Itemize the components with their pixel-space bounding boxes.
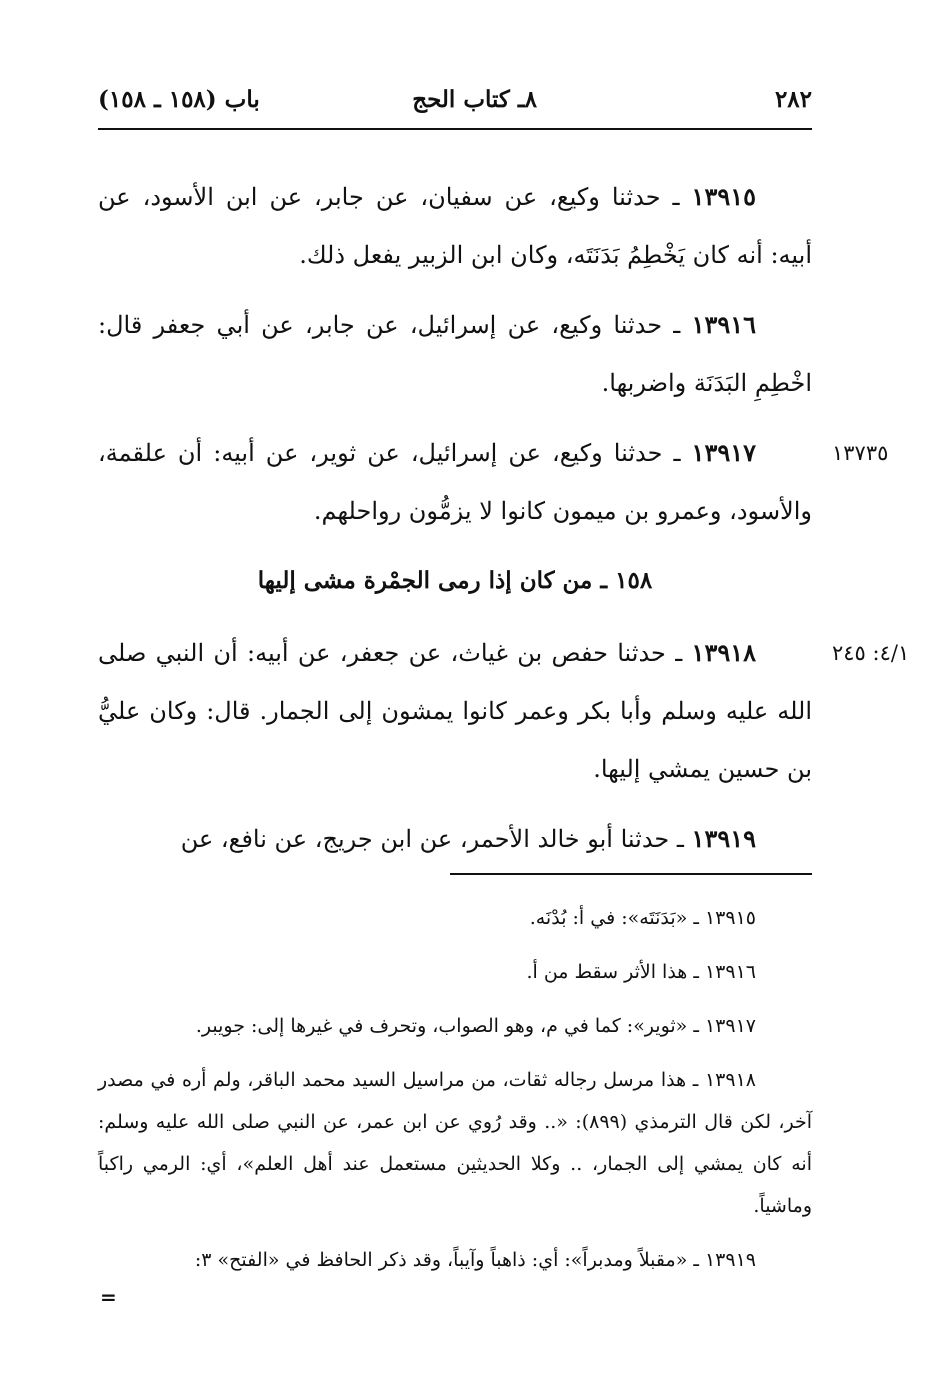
hadith-number: ١٣٩١٥ [691, 182, 756, 211]
hadith-text: ـ حدثنا حفص بن غياث، عن جعفر، عن أبيه: أن النبي صلى الله عليه وسلم وأبا بكر وعمر كانوا يمشون إلى الجمار. قال: وكان عليُّ بن حسين يمشي إليها. [98, 639, 812, 783]
margin-reference: ١٣٧٣٥ [832, 441, 889, 465]
hadith-text: ـ حدثنا وكيع، عن إسرائيل، عن جابر، عن أبي جعفر قال: اخْطِمِ البَدَنَة واضربها. [98, 311, 812, 397]
page-number: ٢٨٢ [774, 86, 812, 113]
continuation-mark: = [100, 1285, 117, 1309]
section-heading: ١٥٨ ـ من كان إذا رمى الجمْرة مشى إليها [257, 567, 653, 594]
book-title: ٨ـ كتاب الحج [412, 86, 537, 113]
hadith-entry-13917 [98, 424, 889, 540]
hadith-entry-13918 [98, 624, 910, 798]
hadith-text: ـ حدثنا وكيع، عن إسرائيل، عن ثوير، عن أبيه: أن علقمة، والأسود، وعمرو بن ميمون كانوا لا يزمُّون رواحلهم. [98, 439, 812, 525]
main-text [98, 168, 910, 880]
hadith-text: ـ حدثنا وكيع، عن سفيان، عن جابر، عن ابن الأسود، عن أبيه: أنه كان يَخْطِمُ بَدَنَتَه، وكان ابن الزبير يفعل ذلك. [98, 183, 812, 269]
margin-reference: ٤/١: ٢٤٥ [832, 641, 910, 665]
header-divider [98, 128, 812, 130]
hadith-entry-13919 [98, 810, 812, 868]
footnote-13918: ١٣٩١٨ ـ هذا مرسل رجاله ثقات، من مراسيل السيد محمد الباقر، ولم أره في مصدر آخر، لكن قال الترمذي (٨٩٩): «.. وقد رُوي عن ابن عمر، عن النبي صلى الله عليه وسلم: أنه كان يمشي إلى الجمار، .. وكلا الحديثين مستعمل عند أهل العلم»، أي: الرمي راكباً وماشياً. [98, 1069, 812, 1217]
hadith-entry-13915 [98, 168, 812, 284]
chapter-reference: باب (١٥٨ ـ ١٥٨) [98, 86, 260, 113]
hadith-number: ١٣٩١٨ [691, 638, 756, 667]
footnotes [98, 897, 812, 1293]
footnote-13915: ١٣٩١٥ ـ «بَدَنَتَه»: في أ: بُدْنَه. [529, 907, 756, 929]
footnote-13916: ١٣٩١٦ ـ هذا الأثر سقط من أ. [526, 961, 756, 983]
running-header [98, 86, 812, 122]
footnote-13917: ١٣٩١٧ ـ «ثوير»: كما في م، وهو الصواب، وتحرف في غيرها إلى: جويبر. [195, 1015, 756, 1037]
hadith-number: ١٣٩١٩ [691, 824, 756, 853]
hadith-number: ١٣٩١٦ [691, 310, 757, 339]
hadith-text: ـ حدثنا أبو خالد الأحمر، عن ابن جريج، عن نافع، عن [180, 825, 692, 853]
hadith-entry-13916 [98, 296, 812, 412]
footnote-13919: ١٣٩١٩ ـ «مقبلاً ومدبراً»: أي: ذاهباً وآيباً، وقد ذكر الحافظ في «الفتح» ٣: [194, 1249, 756, 1271]
footnote-divider [450, 873, 812, 875]
hadith-number: ١٣٩١٧ [691, 438, 756, 467]
